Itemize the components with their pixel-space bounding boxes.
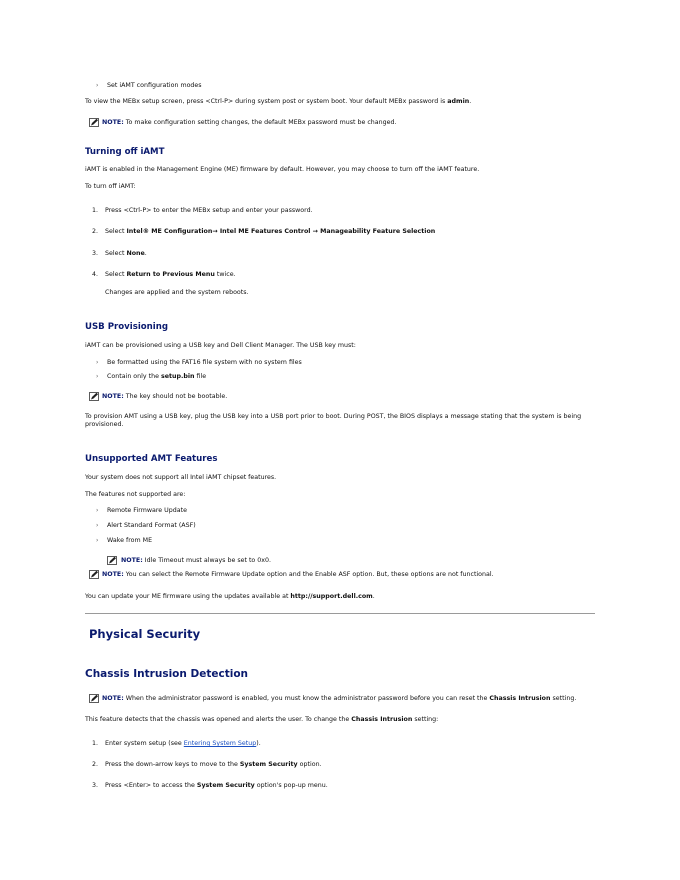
note: NOTE: The key should not be bootable. bbox=[102, 393, 228, 400]
paragraph: The features not supported are: bbox=[85, 491, 186, 498]
step-number: 2. bbox=[92, 228, 99, 235]
note-icon bbox=[89, 694, 99, 703]
paragraph: This feature detects that the chassis was opened and alerts the user. To change the Chassis Intrusion setting: bbox=[85, 716, 439, 723]
bullet-marker: › bbox=[96, 82, 99, 89]
note-icon bbox=[107, 556, 117, 565]
step-text: Press <Enter> to access the System Security option's pop-up menu. bbox=[105, 782, 328, 789]
note: NOTE: To make configuration setting changes, the default MEBx password must be changed. bbox=[102, 119, 397, 126]
step-number: 1. bbox=[92, 207, 99, 214]
bullet-marker: › bbox=[96, 522, 99, 529]
step-text: Enter system setup (see Entering System Setup). bbox=[105, 740, 261, 747]
note: NOTE: When the administrator password is enabled, you must know the administrator password before you can reset the Chassis Intrusion setting. bbox=[102, 695, 577, 702]
step-number: 1. bbox=[92, 740, 99, 747]
paragraph: iAMT is enabled in the Management Engine (ME) firmware by default. However, you may choose to turn off the iAMT feature. bbox=[85, 166, 480, 173]
page-title: Physical Security bbox=[89, 627, 201, 641]
step-number: 3. bbox=[92, 782, 99, 789]
step-number: 3. bbox=[92, 250, 99, 257]
step-text: Select Return to Previous Menu twice. bbox=[105, 271, 236, 278]
paragraph: To provision AMT using a USB key, plug the USB key into a USB port prior to boot. During POST, the BIOS displays a message stating that the system is being provisioned. bbox=[85, 413, 582, 428]
paragraph: To turn off iAMT: bbox=[85, 183, 136, 190]
note-icon bbox=[89, 570, 99, 579]
step-text: Select Intel® ME Configuration→ Intel ME Features Control → Manageability Feature Selection bbox=[105, 228, 436, 235]
note: NOTE: Idle Timeout must always be set to 0x0. bbox=[121, 557, 272, 564]
step-text: Select None. bbox=[105, 250, 147, 257]
section-heading: Turning off iAMT bbox=[85, 147, 165, 157]
bullet-item: Alert Standard Format (ASF) bbox=[107, 522, 196, 529]
section-heading: Chassis Intrusion Detection bbox=[85, 668, 249, 680]
bullet-marker: › bbox=[96, 359, 99, 366]
bullet-marker: › bbox=[96, 537, 99, 544]
section-heading: USB Provisioning bbox=[85, 322, 168, 332]
mebx-paragraph: To view the MEBx setup screen, press <Ctrl-P> during system post or system boot. Your default MEBx password is admin. bbox=[85, 98, 472, 105]
note: NOTE: You can select the Remote Firmware Update option and the Enable ASF option. But, these options are not functional. bbox=[102, 571, 494, 578]
step-text: Press <Ctrl-P> to enter the MEBx setup and enter your password. bbox=[105, 207, 313, 214]
bullet-item: Wake from ME bbox=[107, 537, 153, 544]
section-divider bbox=[85, 613, 595, 614]
paragraph: You can update your ME firmware using the updates available at http://support.dell.com. bbox=[85, 593, 375, 600]
bullet-item: Remote Firmware Update bbox=[107, 507, 187, 514]
bullet-marker: › bbox=[96, 373, 99, 380]
bullet-item: Be formatted using the FAT16 file system with no system files bbox=[107, 359, 302, 366]
step-result: Changes are applied and the system reboots. bbox=[105, 289, 249, 296]
paragraph: iAMT can be provisioned using a USB key and Dell Client Manager. The USB key must: bbox=[85, 342, 356, 349]
note-icon bbox=[89, 392, 99, 401]
step-text: Press the down-arrow keys to move to the System Security option. bbox=[105, 761, 322, 768]
paragraph: Your system does not support all Intel iAMT chipset features. bbox=[85, 474, 277, 481]
bullet-marker: › bbox=[96, 507, 99, 514]
step-number: 2. bbox=[92, 761, 99, 768]
bullet-item: Contain only the setup.bin file bbox=[107, 373, 207, 380]
note-icon bbox=[89, 118, 99, 127]
section-heading: Unsupported AMT Features bbox=[85, 454, 218, 464]
bullet-item: Set iAMT configuration modes bbox=[107, 82, 202, 89]
entering-system-setup-link[interactable]: Entering System Setup bbox=[183, 740, 257, 747]
step-number: 4. bbox=[92, 271, 99, 278]
